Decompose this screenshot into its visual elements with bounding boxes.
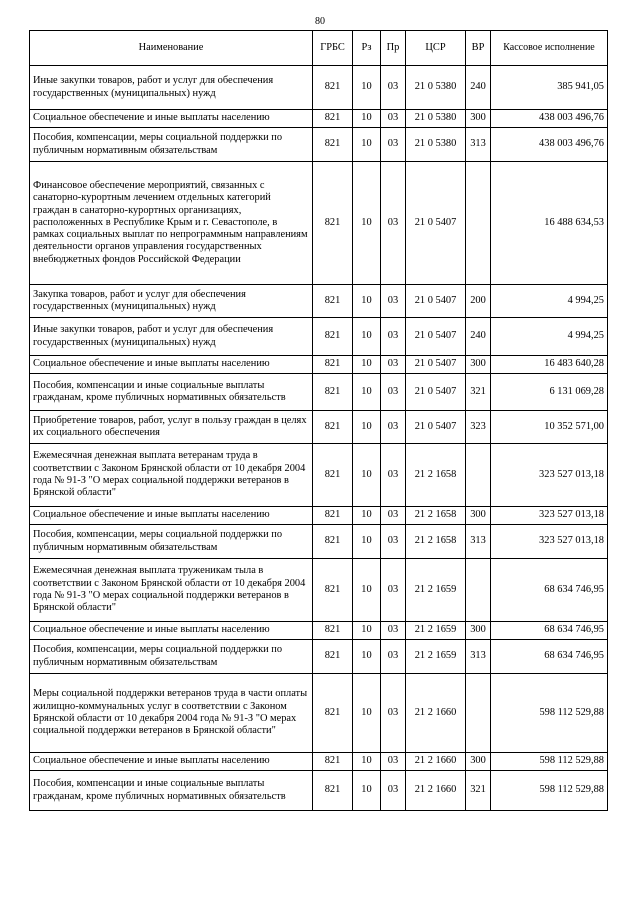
row-pr: 03 — [381, 128, 406, 162]
header-amount: Кассовое исполнение — [491, 31, 608, 66]
row-amount: 68 634 746,95 — [491, 559, 608, 622]
table-row — [30, 674, 608, 753]
row-name: Иные закупки товаров, работ и услуг для обеспечения государственных (муниципальных) нужд — [30, 66, 313, 110]
row-pr: 03 — [381, 559, 406, 622]
row-csr: 21 0 5407 — [406, 285, 466, 318]
row-amount: 16 483 640,28 — [491, 356, 608, 374]
row-grbs: 821 — [313, 507, 353, 525]
table-row — [30, 507, 608, 525]
row-grbs: 821 — [313, 525, 353, 559]
table-row — [30, 753, 608, 771]
row-vr — [466, 559, 491, 622]
row-vr: 313 — [466, 128, 491, 162]
row-grbs: 821 — [313, 559, 353, 622]
row-csr: 21 2 1658 — [406, 507, 466, 525]
row-amount: 4 994,25 — [491, 285, 608, 318]
row-vr: 300 — [466, 110, 491, 128]
row-amount: 6 131 069,28 — [491, 374, 608, 411]
row-name: Меры социальной поддержки ветеранов труда в части оплаты жилищно-коммунальных услуг в соответствии с Законом Брянской области от 10 декабря 2004 года № 91-З "О мерах социальной поддержки ветеранов в Брянской области" — [30, 674, 313, 753]
row-amount: 385 941,05 — [491, 66, 608, 110]
row-name: Социальное обеспечение и иные выплаты населению — [30, 753, 313, 771]
row-csr: 21 2 1659 — [406, 622, 466, 640]
row-amount: 438 003 496,76 — [491, 128, 608, 162]
row-amount: 323 527 013,18 — [491, 444, 608, 507]
row-name: Ежемесячная денежная выплата труженикам тыла в соответствии с Законом Брянской области от 10 декабря 2004 года № 91-З "О мерах социальной поддержки ветеранов в Брянской области" — [30, 559, 313, 622]
row-vr: 321 — [466, 771, 491, 811]
header-csr: ЦСР — [406, 31, 466, 66]
budget-execution-table — [29, 30, 608, 811]
row-amount: 4 994,25 — [491, 318, 608, 356]
row-pr: 03 — [381, 622, 406, 640]
row-rz: 10 — [353, 507, 381, 525]
row-name: Социальное обеспечение и иные выплаты населению — [30, 507, 313, 525]
row-pr: 03 — [381, 444, 406, 507]
row-csr: 21 2 1660 — [406, 674, 466, 753]
row-rz: 10 — [353, 771, 381, 811]
header-vr: ВР — [466, 31, 491, 66]
row-pr: 03 — [381, 285, 406, 318]
row-rz: 10 — [353, 411, 381, 444]
row-grbs: 821 — [313, 674, 353, 753]
row-pr: 03 — [381, 507, 406, 525]
row-grbs: 821 — [313, 162, 353, 285]
table-row — [30, 110, 608, 128]
row-grbs: 821 — [313, 771, 353, 811]
row-csr: 21 0 5380 — [406, 128, 466, 162]
row-vr: 240 — [466, 66, 491, 110]
row-csr: 21 2 1659 — [406, 559, 466, 622]
row-grbs: 821 — [313, 66, 353, 110]
row-vr — [466, 674, 491, 753]
row-rz: 10 — [353, 356, 381, 374]
table-row — [30, 374, 608, 411]
row-rz: 10 — [353, 285, 381, 318]
table-row — [30, 559, 608, 622]
row-pr: 03 — [381, 674, 406, 753]
table-row — [30, 622, 608, 640]
header-name: Наименование — [30, 31, 313, 66]
row-grbs: 821 — [313, 411, 353, 444]
row-amount: 323 527 013,18 — [491, 525, 608, 559]
row-grbs: 821 — [313, 356, 353, 374]
row-rz: 10 — [353, 374, 381, 411]
row-amount: 598 112 529,88 — [491, 674, 608, 753]
row-amount: 598 112 529,88 — [491, 753, 608, 771]
row-pr: 03 — [381, 374, 406, 411]
row-grbs: 821 — [313, 318, 353, 356]
row-vr: 323 — [466, 411, 491, 444]
row-grbs: 821 — [313, 110, 353, 128]
table-row — [30, 640, 608, 674]
row-csr: 21 2 1660 — [406, 771, 466, 811]
row-vr — [466, 444, 491, 507]
row-pr: 03 — [381, 66, 406, 110]
row-vr: 300 — [466, 507, 491, 525]
row-grbs: 821 — [313, 285, 353, 318]
table-body — [30, 66, 608, 811]
row-pr: 03 — [381, 318, 406, 356]
header-rz: Рз — [353, 31, 381, 66]
table-row — [30, 66, 608, 110]
table-row — [30, 771, 608, 811]
row-name: Пособия, компенсации, меры социальной поддержки по публичным нормативным обязательствам — [30, 640, 313, 674]
row-amount: 323 527 013,18 — [491, 507, 608, 525]
table-row — [30, 356, 608, 374]
row-rz: 10 — [353, 622, 381, 640]
row-rz: 10 — [353, 640, 381, 674]
row-name: Социальное обеспечение и иные выплаты населению — [30, 622, 313, 640]
row-grbs: 821 — [313, 128, 353, 162]
table-row — [30, 128, 608, 162]
row-name: Иные закупки товаров, работ и услуг для обеспечения государственных (муниципальных) нужд — [30, 318, 313, 356]
row-grbs: 821 — [313, 753, 353, 771]
row-name: Пособия, компенсации и иные социальные выплаты гражданам, кроме публичных нормативных обязательств — [30, 771, 313, 811]
row-csr: 21 0 5407 — [406, 374, 466, 411]
row-vr: 240 — [466, 318, 491, 356]
row-name: Социальное обеспечение и иные выплаты населению — [30, 356, 313, 374]
row-amount: 68 634 746,95 — [491, 622, 608, 640]
table-row — [30, 162, 608, 285]
row-grbs: 821 — [313, 444, 353, 507]
row-name: Пособия, компенсации и иные социальные выплаты гражданам, кроме публичных нормативных обязательств — [30, 374, 313, 411]
row-grbs: 821 — [313, 622, 353, 640]
row-csr: 21 0 5407 — [406, 411, 466, 444]
row-rz: 10 — [353, 753, 381, 771]
row-name: Закупка товаров, работ и услуг для обеспечения государственных (муниципальных) нужд — [30, 285, 313, 318]
table-row — [30, 411, 608, 444]
row-amount: 598 112 529,88 — [491, 771, 608, 811]
row-rz: 10 — [353, 128, 381, 162]
row-pr: 03 — [381, 771, 406, 811]
row-rz: 10 — [353, 318, 381, 356]
row-amount: 16 488 634,53 — [491, 162, 608, 285]
table-row — [30, 444, 608, 507]
row-amount: 10 352 571,00 — [491, 411, 608, 444]
row-csr: 21 2 1659 — [406, 640, 466, 674]
row-name: Социальное обеспечение и иные выплаты населению — [30, 110, 313, 128]
row-name: Пособия, компенсации, меры социальной поддержки по публичным нормативным обязательствам — [30, 525, 313, 559]
row-csr: 21 0 5380 — [406, 66, 466, 110]
row-grbs: 821 — [313, 374, 353, 411]
row-vr: 300 — [466, 622, 491, 640]
row-name: Ежемесячная денежная выплата ветеранам труда в соответствии с Законом Брянской области от 10 декабря 2004 года № 91-З "О мерах социальной поддержки ветеранов в Брянской области" — [30, 444, 313, 507]
row-pr: 03 — [381, 411, 406, 444]
row-rz: 10 — [353, 525, 381, 559]
row-csr: 21 0 5407 — [406, 162, 466, 285]
header-pr: Пр — [381, 31, 406, 66]
row-rz: 10 — [353, 110, 381, 128]
table-row — [30, 525, 608, 559]
row-pr: 03 — [381, 753, 406, 771]
row-rz: 10 — [353, 444, 381, 507]
row-pr: 03 — [381, 110, 406, 128]
row-csr: 21 0 5407 — [406, 318, 466, 356]
row-name: Финансовое обеспечение мероприятий, связанных с санаторно-курортным лечением отдельных категорий граждан в санаторно-курортных организациях, расположенных в Республике Крым и г. Севастополе, в рамках социальных выплат по непрограммным направлениям деятельности органов управления государственных внебюджетных фондов Российской Федерации — [30, 162, 313, 285]
row-vr: 321 — [466, 374, 491, 411]
row-csr: 21 2 1658 — [406, 444, 466, 507]
page-number: 80 — [315, 16, 325, 27]
row-pr: 03 — [381, 356, 406, 374]
row-rz: 10 — [353, 559, 381, 622]
row-vr: 313 — [466, 525, 491, 559]
row-rz: 10 — [353, 162, 381, 285]
row-vr — [466, 162, 491, 285]
row-rz: 10 — [353, 66, 381, 110]
row-amount: 68 634 746,95 — [491, 640, 608, 674]
row-vr: 313 — [466, 640, 491, 674]
row-vr: 300 — [466, 356, 491, 374]
row-name: Пособия, компенсации, меры социальной поддержки по публичным нормативным обязательствам — [30, 128, 313, 162]
row-vr: 200 — [466, 285, 491, 318]
header-grbs: ГРБС — [313, 31, 353, 66]
row-pr: 03 — [381, 162, 406, 285]
table-row — [30, 285, 608, 318]
row-amount: 438 003 496,76 — [491, 110, 608, 128]
row-pr: 03 — [381, 525, 406, 559]
row-grbs: 821 — [313, 640, 353, 674]
row-csr: 21 2 1660 — [406, 753, 466, 771]
row-csr: 21 2 1658 — [406, 525, 466, 559]
table-header-row — [30, 31, 608, 66]
table-row — [30, 318, 608, 356]
row-rz: 10 — [353, 674, 381, 753]
row-csr: 21 0 5407 — [406, 356, 466, 374]
row-csr: 21 0 5380 — [406, 110, 466, 128]
row-name: Приобретение товаров, работ, услуг в пользу граждан в целях их социального обеспечения — [30, 411, 313, 444]
row-pr: 03 — [381, 640, 406, 674]
row-vr: 300 — [466, 753, 491, 771]
